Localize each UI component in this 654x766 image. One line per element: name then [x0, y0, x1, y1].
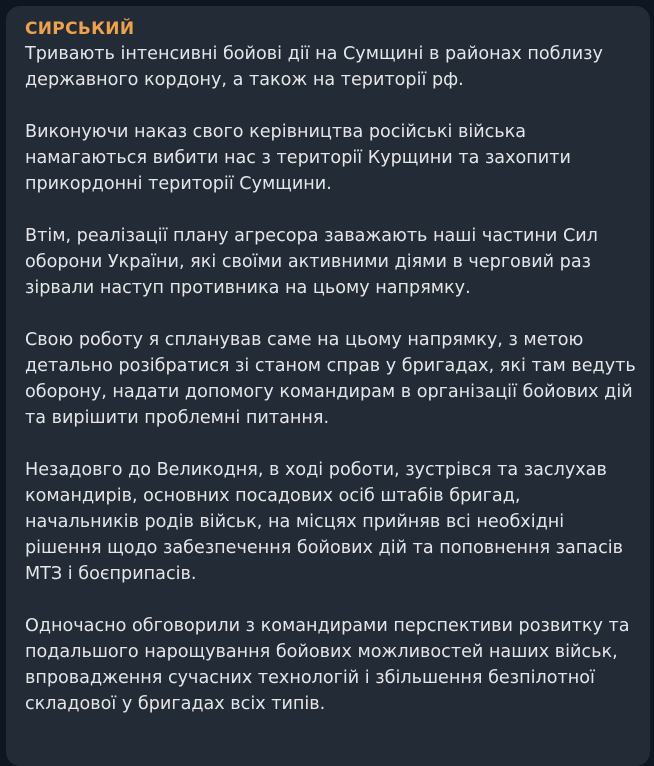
- message-line: МТЗ і боєприпасів.: [25, 564, 197, 584]
- message-paragraph: [25, 327, 650, 431]
- paragraph-gap: [25, 301, 650, 327]
- message-line: Втім, реалізації плану агресора заважають наші частини Сил: [25, 226, 598, 246]
- message-line: та вирішити проблемні питання.: [25, 408, 330, 428]
- message-line: детально розібратися зі станом справ у бригадах, які там ведуть: [25, 356, 636, 376]
- paragraph-gap: [25, 431, 650, 457]
- message-line: прикордонні території Сумщини.: [25, 174, 332, 194]
- message-line: подальшого нарощування бойових можливостей наших військ,: [25, 642, 618, 662]
- message-line: Одночасно обговорили з командирами перспективи розвитку та: [25, 616, 630, 636]
- message-paragraph: [25, 41, 650, 93]
- message-line: намагаються вибити нас з території Курщини та захопити: [25, 148, 571, 168]
- message-line: впровадження сучасних технологій і збільшення безпілотної: [25, 668, 595, 688]
- message-paragraph: [25, 457, 650, 587]
- message-line: оборони України, які своїми активними діями в черговий раз: [25, 252, 591, 272]
- message-line: начальників родів військ, на місцях прийняв всі необхідні: [25, 512, 565, 532]
- message-paragraph: [25, 119, 650, 197]
- paragraph-gap: [25, 197, 650, 223]
- message-bubble: [6, 6, 650, 766]
- message-line: командирів, основних посадових осіб штабів бригад,: [25, 486, 521, 506]
- sender-name[interactable]: СИРСЬКИЙ: [25, 19, 135, 39]
- paragraph-gap: [25, 587, 650, 613]
- message-line: оборону, надати допомогу командирам в організації бойових дій: [25, 382, 633, 402]
- message-line: зірвали наступ противника на цьому напрямку.: [25, 278, 471, 298]
- message-line: Незадовго до Великодня, в ході роботи, зустрівся та заслухав: [25, 460, 607, 480]
- paragraph-gap: [25, 93, 650, 119]
- message-line: складової у бригадах всіх типів.: [25, 694, 326, 714]
- message-line: рішення щодо забезпечення бойових дій та поповнення запасів: [25, 538, 623, 558]
- message-line: Свою роботу я спланував саме на цьому напрямку, з метою: [25, 330, 584, 350]
- message-paragraph: [25, 613, 650, 717]
- message-line: державного кордону, а також на території рф.: [25, 70, 464, 90]
- message-line: Виконуючи наказ свого керівництва російські війська: [25, 122, 527, 142]
- message-paragraph: [25, 223, 650, 301]
- message-line: Тривають інтенсивні бойові дії на Сумщині в районах поблизу: [25, 44, 603, 64]
